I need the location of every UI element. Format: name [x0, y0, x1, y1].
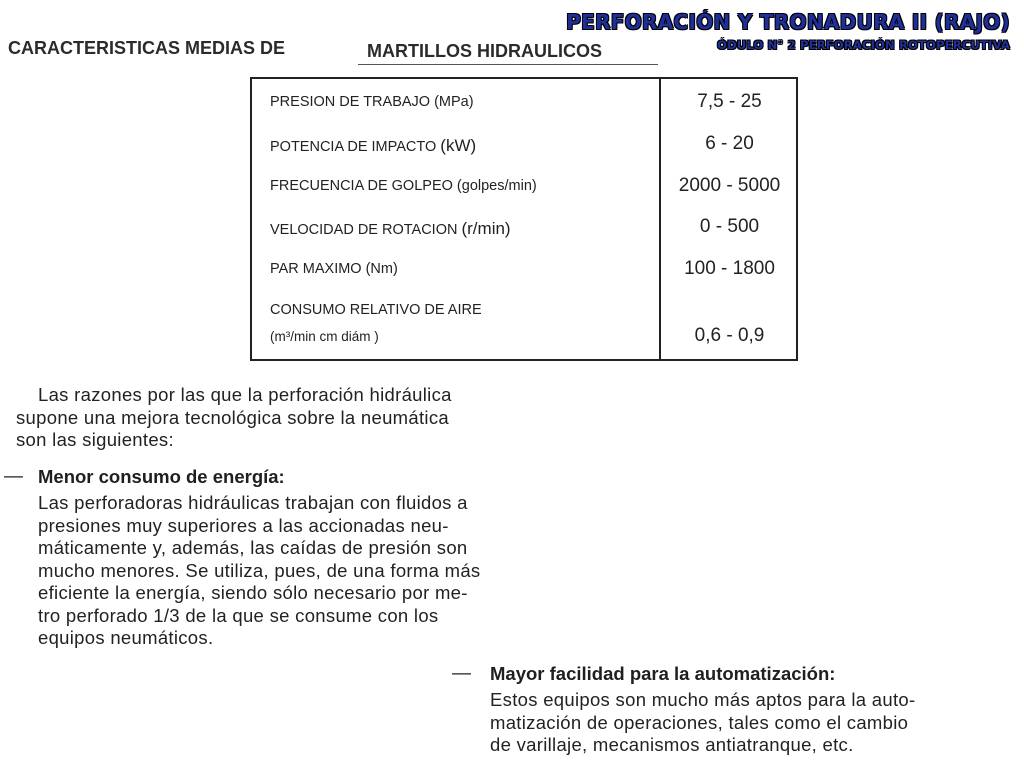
table-param: PAR MAXIMO (Nm) [270, 261, 398, 277]
text-line: Estos equipos son mucho más aptos para la auto- [490, 689, 916, 710]
table-param: PRESION DE TRABAJO (MPa) [270, 94, 474, 110]
text-line: presiones muy superiores a las accionadas neu- [38, 514, 449, 536]
document-title-part2: MARTILLOS HIDRAULICOS [367, 41, 602, 61]
text-line: de varillaje, mecanismos antiatranque, etc. [490, 734, 854, 755]
text-line: mucho menores. Se utiliza, pues, de una forma más [38, 559, 481, 581]
table-param: CONSUMO RELATIVO DE AIRE [270, 302, 482, 318]
table-param [270, 136, 476, 156]
text-line: equipos neumáticos. [38, 627, 214, 648]
table-value: 7,5 - 25 [697, 91, 762, 112]
title-underline [358, 64, 658, 65]
table-param-label: VELOCIDAD DE ROTACION [270, 222, 458, 238]
table-value: 6 - 20 [705, 133, 754, 154]
table-param-unit: (m³/min cm diám ) [270, 329, 379, 344]
table-param-label: POTENCIA DE IMPACTO [270, 139, 437, 155]
section-dash: — [4, 466, 23, 487]
text-line: matización de operaciones, tales como el cambio [490, 711, 909, 733]
section-paragraph [490, 689, 915, 757]
course-title: PERFORACIÓN Y TRONADURA II (RAJO) [566, 10, 1010, 34]
table-param-unit: (kW) [440, 136, 477, 155]
table-value: 100 - 1800 [684, 258, 775, 279]
text-line: Las razones por las que la perforación hidráulica [38, 384, 452, 405]
text-line: máticamente y, además, las caídas de presión son [38, 537, 468, 558]
table-param [270, 219, 511, 239]
text-line: tro perforado 1/3 de la que se consume con los [38, 604, 439, 626]
text-line: son las siguientes: [16, 429, 174, 450]
document-title [8, 38, 602, 61]
section-paragraph [38, 492, 480, 650]
text-line: eficiente la energía, siendo sólo necesario por me- [38, 582, 468, 603]
spec-table [250, 77, 798, 361]
section-dash: — [452, 663, 471, 684]
table-param-unit: (r/min) [461, 219, 511, 238]
table-value: 2000 - 5000 [678, 175, 781, 196]
table-param: FRECUENCIA DE GOLPEO (golpes/min) [270, 178, 537, 194]
table-value: 0 - 500 [699, 216, 760, 237]
text-line: Las perforadoras hidráulicas trabajan con fluidos a [38, 492, 468, 513]
table-value: 0,6 - 0,9 [694, 325, 765, 346]
text-line: supone una mejora tecnológica sobre la neumática [16, 406, 449, 428]
document-title-part1: CARACTERISTICAS MEDIAS DE [8, 38, 286, 58]
intro-paragraph [16, 384, 452, 452]
section-heading: Mayor facilidad para la automatización: [490, 663, 836, 684]
module-subtitle: ÓDULO N° 2 PERFORACIÓN ROTOPERCUTIVA [717, 38, 1010, 52]
section-heading: Menor consumo de energía: [38, 466, 285, 487]
